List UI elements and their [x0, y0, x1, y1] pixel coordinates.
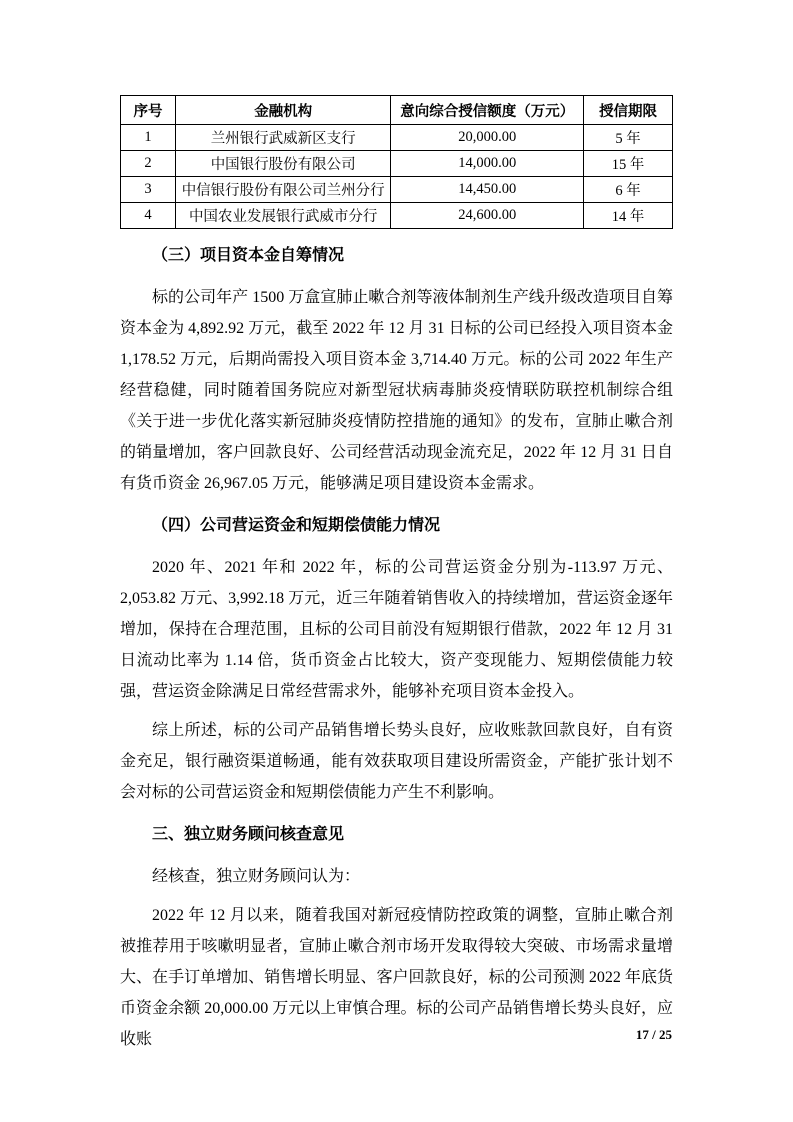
table-row: [121, 125, 673, 151]
cell-credit-amount: 24,600.00: [391, 203, 584, 229]
paragraph-working-capital: 2020 年、2021 年和 2022 年，标的公司营运资金分别为-113.97 万元、2,053.82 万元、3,992.18 万元，近三年随着销售收入的持续增加，营运资金逐年增加，保持在合理范围，且标的公司目前没有短期银行借款，2022 年 12 月 31 日流动比率为 1.14 倍，货币资金占比较大，资产变现能力、短期偿债能力较强，营运资金除满足日常经营需求外，能够补充项目资本金投入。: [120, 559, 673, 700]
header-serial-number: 序号: [121, 96, 176, 125]
cell-institution: 中国农业发展银行武威市分行: [175, 203, 391, 229]
cell-institution: 中信银行股份有限公司兰州分行: [175, 177, 391, 203]
cell-serial-number: 1: [121, 125, 176, 151]
table-row: [121, 151, 673, 177]
table-row: [121, 203, 673, 229]
header-credit-term: 授信期限: [584, 96, 673, 125]
section-heading-self-raised-capital: （三）项目资本金自筹情况: [152, 247, 345, 264]
paragraph-advisor-opinion: 2022 年 12 月以来，随着我国对新冠疫情防控政策的调整，宣肺止嗽合剂被推荐用于咳嗽明显者，宣肺止嗽合剂市场开发取得较大突破、市场需求量增大、在手订单增加、销售增长明显、客户回款良好，标的公司预测 2022 年底货币资金余额 20,000.00 万元以上审慎合理。标的公司产品销售增长势头良好，应收账: [120, 907, 673, 1048]
credit-table-body: [121, 125, 673, 229]
cell-credit-term: 15 年: [584, 151, 673, 177]
paragraph-advisor-intro: 经核查，独立财务顾问认为：: [152, 868, 361, 885]
cell-credit-term: 6 年: [584, 177, 673, 203]
cell-serial-number: 2: [121, 151, 176, 177]
page-content: [120, 95, 673, 1063]
section-heading-advisor-opinion: 三、独立财务顾问核查意见: [152, 826, 345, 843]
table-row: [121, 177, 673, 203]
paragraph-summary: 综上所述，标的公司产品销售增长势头良好，应收账款回款良好，自有资金充足，银行融资渠道畅通，能有效获取项目建设所需资金，产能扩张计划不会对标的公司营运资金和短期偿债能力产生不利影响。: [120, 722, 673, 801]
cell-credit-amount: 14,450.00: [391, 177, 584, 203]
credit-table-head: [121, 96, 673, 125]
cell-institution: 兰州银行武威新区支行: [175, 125, 391, 151]
section-heading-working-capital: （四）公司营运资金和短期偿债能力情况: [152, 517, 441, 534]
credit-facility-table: [120, 95, 673, 229]
cell-credit-amount: 20,000.00: [391, 125, 584, 151]
page-number: 17 / 25: [635, 1027, 672, 1042]
header-institution: 金融机构: [175, 96, 391, 125]
cell-institution: 中国银行股份有限公司: [175, 151, 391, 177]
cell-credit-term: 5 年: [584, 125, 673, 151]
cell-credit-term: 14 年: [584, 203, 673, 229]
cell-serial-number: 3: [121, 177, 176, 203]
header-credit-amount: 意向综合授信额度（万元）: [391, 96, 584, 125]
cell-serial-number: 4: [121, 203, 176, 229]
paragraph-self-raised-capital: 标的公司年产 1500 万盒宣肺止嗽合剂等液体制剂生产线升级改造项目自筹资本金为 4,892.92 万元，截至 2022 年 12 月 31 日标的公司已经投入项目资本金 1,178.52 万元，后期尚需投入项目资本金 3,714.40 万元。标的公司 2022 年生产经营稳健，同时随着国务院应对新型冠状病毒肺炎疫情联防联控机制综合组《关于进一步优化落实新冠肺炎疫情防控措施的通知》的发布，宣肺止嗽合剂的销量增加，客户回款良好、公司经营活动现金流充足，2022 年 12 月 31 日自有货币资金 26,967.05 万元，能够满足项目建设资本金需求。: [120, 289, 673, 492]
cell-credit-amount: 14,000.00: [391, 151, 584, 177]
credit-table-header-row: [121, 96, 673, 125]
